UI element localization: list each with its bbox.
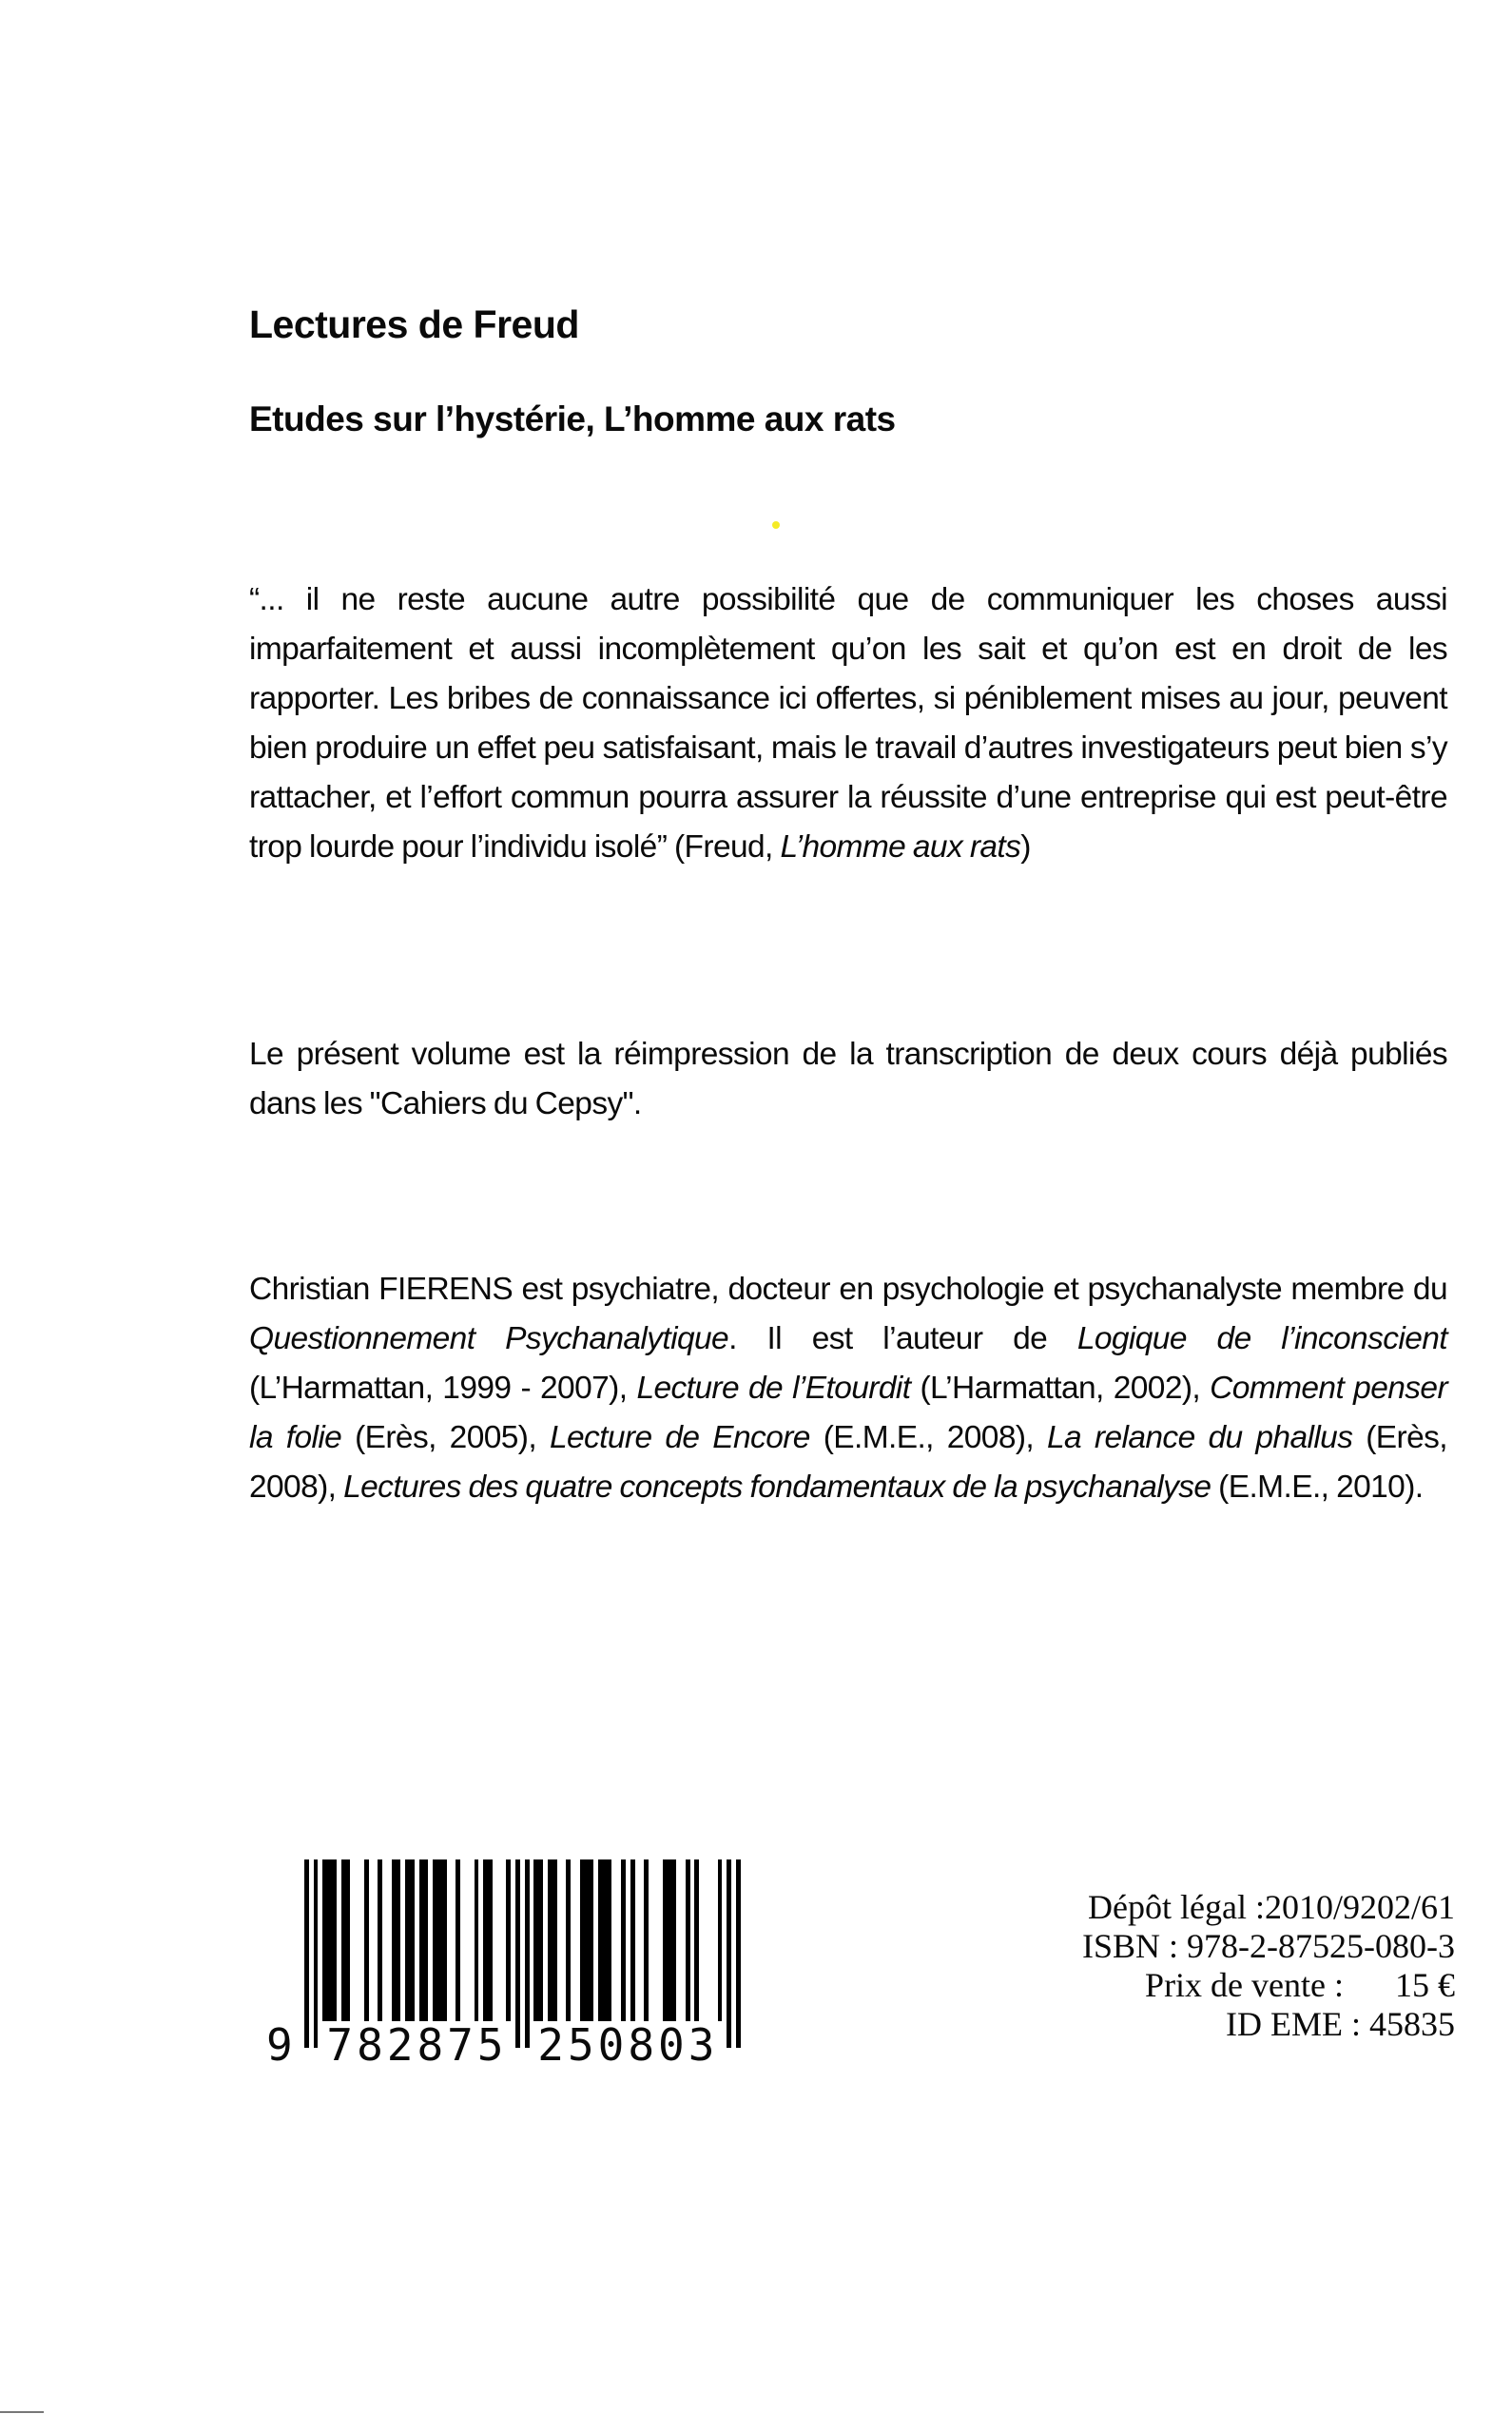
quote-source: L’homme aux rats bbox=[780, 829, 1021, 865]
bio-part: (Erès, 2008), bbox=[249, 1420, 1447, 1505]
depot-legal: Dépôt légal :2010/9202/61 bbox=[1088, 1888, 1455, 1926]
isbn: ISBN : 978-2-87525-080-3 bbox=[1082, 1927, 1455, 1965]
bio-part: . Il est l’auteur de bbox=[728, 1321, 1077, 1356]
quote-text: “... il ne reste aucune autre possibilité que de communiquer les choses aussi imparfaitement et aussi incomplètement qu’on les sait et qu’on est en droit de les rapporter. Les bribes de connaissance ici offertes, si péniblement mises au jour, peuvent bien produire un effet peu satisfaisant, mais le travail d’autres investigateurs peut bien s’y rattacher, et l’effort commun pourra assurer la réussite d’une entreprise qui est peut-être trop lourde pour l’individu isolé” (Freud, bbox=[249, 582, 1447, 865]
book-title: Lectures de Freud bbox=[249, 302, 579, 346]
barcode-module bbox=[727, 1859, 731, 2048]
barcode-module bbox=[538, 1859, 543, 2021]
bio-part: (L’Harmattan, 2002), bbox=[910, 1371, 1211, 1406]
bio-part: Christian FIERENS est psychiatre, docteur en psychologie et psychanalyste membre du bbox=[249, 1272, 1447, 1307]
bio-part: Lectures des quatre concepts fondamentaux de la psychanalyse bbox=[343, 1470, 1212, 1505]
barcode-module bbox=[552, 1859, 557, 2021]
bio-part: La relance du phallus bbox=[1047, 1420, 1353, 1455]
barcode-module bbox=[589, 1859, 593, 2021]
barcode-module bbox=[378, 1859, 382, 2021]
legal-info bbox=[951, 1888, 1455, 2044]
bio-part: (E.M.E., 2008), bbox=[809, 1420, 1047, 1455]
barcode-module bbox=[364, 1859, 369, 2021]
barcode-module bbox=[506, 1859, 511, 2021]
yellow-speck bbox=[772, 521, 780, 529]
barcode-module bbox=[397, 1859, 401, 2021]
barcode-module bbox=[442, 1859, 447, 2021]
barcode-bars bbox=[304, 1859, 742, 2040]
barcode-module bbox=[410, 1859, 415, 2021]
author-bio bbox=[249, 1265, 1447, 1512]
bio-part: Lecture de l’Etourdit bbox=[636, 1371, 911, 1406]
bio-part: (Erès, 2005), bbox=[341, 1420, 550, 1455]
barcode-module bbox=[644, 1859, 649, 2021]
book-subtitle: Etudes sur l’hystérie, L’homme aux rats bbox=[249, 399, 896, 438]
barcode-module bbox=[488, 1859, 493, 2021]
barcode-module bbox=[630, 1859, 635, 2021]
freud-quote bbox=[249, 575, 1447, 872]
isbn-barcode bbox=[266, 1859, 742, 2071]
barcode-digits: 9 782875 250803 bbox=[266, 2019, 719, 2071]
barcode-module bbox=[566, 1859, 571, 2021]
barcode-module bbox=[424, 1859, 429, 2021]
bio-part: (E.M.E., 2010). bbox=[1211, 1470, 1424, 1505]
bio-part: Questionnement Psychanalytique bbox=[249, 1321, 729, 1356]
barcode-module bbox=[718, 1859, 723, 2021]
price: Prix de vente : 15 € bbox=[1145, 1966, 1455, 2004]
crop-mark bbox=[0, 2411, 44, 2413]
reprint-note: Le présent volume est la réimpression de la transcription de deux cours déjà publiés dans les "Cahiers du Cepsy". bbox=[249, 1037, 1447, 1121]
barcode-module bbox=[345, 1859, 350, 2021]
barcode-module bbox=[456, 1859, 460, 2021]
bio-part: (L’Harmattan, 1999 - 2007), bbox=[249, 1371, 637, 1406]
barcode-module bbox=[475, 1859, 479, 2021]
barcode-module bbox=[686, 1859, 690, 2021]
bio-part: Lecture de Encore bbox=[549, 1420, 810, 1455]
barcode-module bbox=[694, 1859, 699, 2021]
barcode-module bbox=[736, 1859, 741, 2048]
barcode-module bbox=[621, 1859, 626, 2021]
barcode-module bbox=[332, 1859, 337, 2021]
id-eme: ID EME : 45835 bbox=[1226, 2005, 1455, 2043]
barcode-module bbox=[671, 1859, 676, 2021]
bio-part: Logique de l’inconscient bbox=[1076, 1321, 1447, 1356]
barcode-module bbox=[608, 1859, 612, 2021]
quote-close: ) bbox=[1020, 829, 1031, 865]
bio-part: Comment penser la folie bbox=[249, 1371, 1448, 1455]
